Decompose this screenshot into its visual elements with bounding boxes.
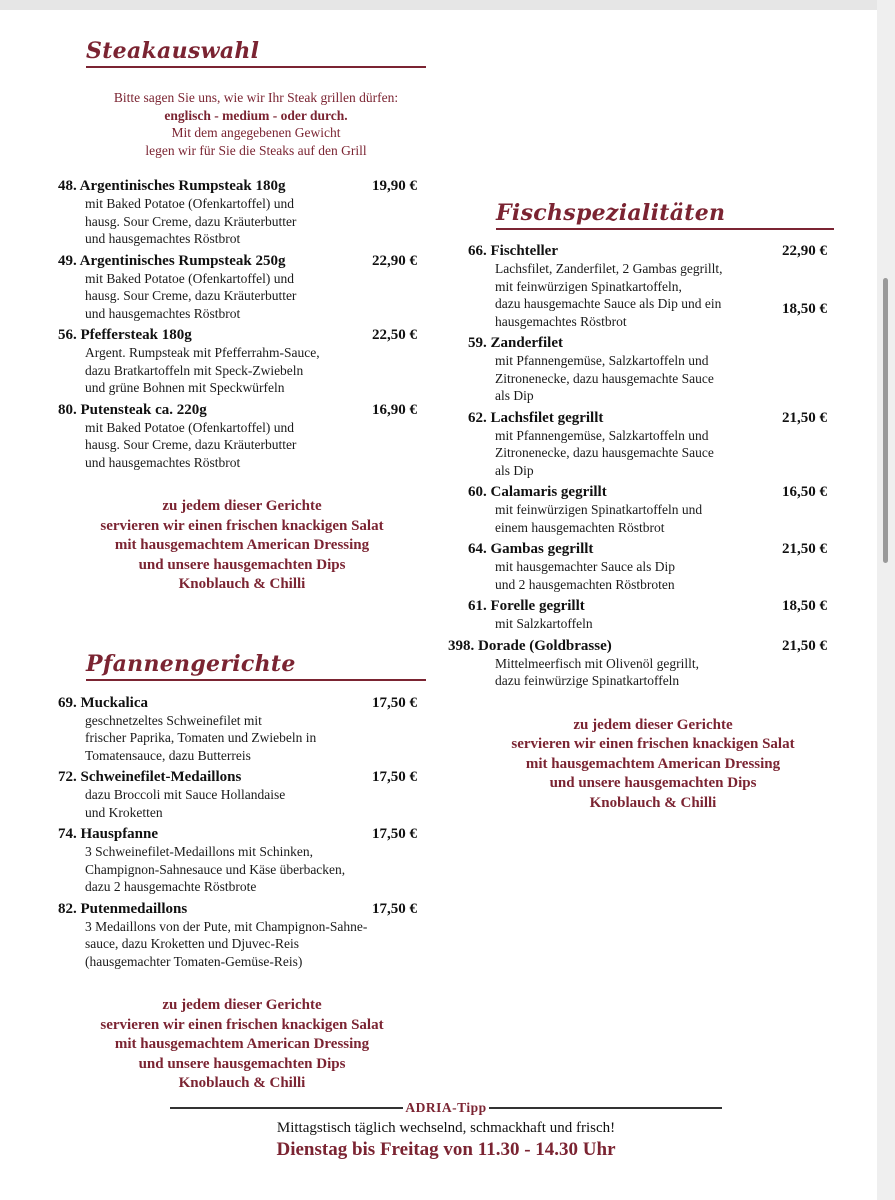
item-name: 398. Dorade (Goldbrasse)	[448, 637, 612, 654]
promo-line: Knoblauch & Chilli	[178, 576, 306, 592]
promo-line: servieren wir einen frischen knackigen Salat	[100, 517, 384, 534]
menu-item	[468, 597, 838, 633]
fisch-title-rule	[496, 228, 834, 230]
promo-line: Knoblauch & Chilli	[589, 794, 717, 811]
right-column	[448, 200, 838, 813]
promo-line: zu jedem dieser Gerichte	[573, 716, 733, 733]
item-price: 16,90 €	[372, 401, 417, 418]
menu-item	[58, 252, 426, 323]
pfanne-title-rule	[86, 679, 426, 681]
item-description	[58, 419, 385, 472]
desc-line: und 2 hausgemachten Röstbroten	[495, 576, 675, 592]
desc-line: als Dip	[495, 388, 534, 403]
item-name: 49. Argentinisches Rumpsteak 250g	[58, 252, 286, 269]
desc-line: hausg. Sour Creme, dazu Kräuterbutter	[85, 288, 297, 303]
promo-line: mit hausgemachtem American Dressing	[114, 1036, 370, 1052]
item-price: 22,50 €	[372, 327, 417, 343]
desc-line: mit hausgemachter Sauce als Dip	[495, 559, 675, 574]
item-price: 17,50 €	[372, 694, 417, 711]
promo-line: und unsere hausgemachten Dips	[138, 1055, 346, 1072]
desc-line: mit Pfannengemüse, Salzkartoffeln und	[495, 427, 709, 443]
desc-line: 3 Medaillons von der Pute, mit Champignon-Sahne-	[85, 918, 368, 934]
promo-line: mit hausgemachtem American Dressing	[114, 537, 370, 553]
desc-line: und hausgemachtes Röstbrot	[85, 305, 241, 321]
promo-line: Knoblauch & Chilli	[178, 1075, 306, 1091]
item-name: 60. Calamaris gegrillt	[468, 484, 607, 500]
fisch-section-title: Fischspezialitäten	[496, 200, 726, 226]
desc-line: hausgemachtes Röstbrot	[495, 313, 627, 329]
item-name: 56. Pfeffersteak 180g	[58, 327, 192, 343]
desc-line: mit Baked Potatoe (Ofenkartoffel) und	[85, 196, 294, 211]
steak-title-rule	[86, 66, 426, 68]
desc-line: Zitronenecke, dazu hausgemachte Sauce	[495, 445, 714, 460]
tip-rule-right	[489, 1107, 722, 1109]
item-name: 82. Putenmedaillons	[58, 900, 188, 917]
desc-line: dazu Broccoli mit Sauce Hollandaise	[85, 787, 286, 802]
adria-tipp	[170, 1100, 722, 1161]
item-name: 74. Hauspfanne	[58, 826, 159, 842]
promo-line: servieren wir einen frischen knackigen Salat	[511, 736, 795, 752]
item-name: 59. Zanderfilet	[468, 335, 563, 351]
desc-line: hausg. Sour Creme, dazu Kräuterbutter	[85, 213, 297, 229]
item-description	[58, 712, 385, 765]
promo-line: zu jedem dieser Gerichte	[162, 498, 322, 514]
desc-line: dazu Bratkartoffeln mit Speck-Zwiebeln	[85, 362, 304, 378]
item-description	[448, 655, 795, 690]
desc-line: und Kroketten	[85, 804, 163, 820]
tip-hours: Dienstag bis Freitag von 11.30 - 14.30 Uhr	[276, 1139, 616, 1160]
item-description	[58, 918, 385, 971]
item-description	[58, 344, 385, 397]
item-price: 16,50 €	[782, 484, 827, 500]
desc-line: 3 Schweinefilet-Medaillons mit Schinken,	[85, 844, 313, 859]
item-description	[58, 270, 385, 323]
desc-line: sauce, dazu Kroketten und Djuvec-Reis	[85, 936, 300, 951]
steak-intro	[86, 89, 426, 159]
item-price: 18,50 €	[782, 301, 827, 317]
item-price: 22,90 €	[372, 252, 417, 269]
item-name: 64. Gambas gegrillt	[468, 541, 594, 557]
desc-line: (hausgemachter Tomaten-Gemüse-Reis)	[85, 953, 303, 969]
steak-promo	[58, 497, 426, 595]
tip-subline: Mittagstisch täglich wechselnd, schmackhaft und frisch!	[276, 1120, 616, 1136]
item-name: 80. Putensteak ca. 220g	[58, 401, 207, 418]
menu-item	[58, 326, 426, 397]
item-description	[468, 352, 795, 405]
item-name: 72. Schweinefilet-Medaillons	[58, 769, 242, 785]
desc-line: und grüne Bohnen mit Speckwürfeln	[85, 380, 285, 395]
desc-line: Lachsfilet, Zanderfilet, 2 Gambas gegrillt,	[495, 261, 723, 276]
item-name: 48. Argentinisches Rumpsteak 180g	[58, 178, 286, 194]
desc-line: mit Baked Potatoe (Ofenkartoffel) und	[85, 270, 294, 286]
menu-item	[468, 409, 838, 480]
item-description	[468, 501, 795, 536]
promo-line: mit hausgemachtem American Dressing	[525, 755, 781, 772]
promo-line: servieren wir einen frischen knackigen Salat	[100, 1016, 384, 1033]
item-description	[468, 260, 795, 330]
item-name: 61. Forelle gegrillt	[468, 598, 585, 614]
desc-line: geschnetzeltes Schweinefilet mit	[85, 712, 262, 728]
steak-section-title: Steakauswahl	[86, 38, 260, 64]
desc-line: dazu hausgemachte Sauce als Dip und ein	[495, 296, 722, 311]
scrollbar-thumb[interactable]	[883, 278, 888, 563]
intro-line: Bitte sagen Sie uns, wie wir Ihr Steak grillen dürfen:	[113, 90, 399, 105]
menu-item	[58, 768, 426, 821]
item-description	[58, 786, 385, 821]
desc-line: mit Baked Potatoe (Ofenkartoffel) und	[85, 419, 294, 435]
steak-items	[58, 177, 426, 471]
item-description	[58, 195, 385, 248]
desc-line: mit feinwürzigen Spinatkartoffeln,	[495, 278, 682, 294]
desc-line: mit feinwürzigen Spinatkartoffeln und	[495, 502, 703, 517]
item-price: 22,90 €	[782, 243, 827, 259]
promo-line: und unsere hausgemachten Dips	[549, 775, 757, 791]
tip-label: ADRIA-Tipp	[405, 1100, 487, 1115]
tip-rule-left	[170, 1107, 403, 1109]
steak-section	[58, 38, 426, 595]
item-name: 62. Lachsfilet gegrillt	[468, 409, 604, 426]
item-description	[468, 558, 795, 593]
menu-item	[468, 483, 838, 536]
pfanne-section	[58, 651, 426, 1094]
desc-line: frischer Paprika, Tomaten und Zwiebeln in	[85, 730, 317, 745]
menu-item	[58, 694, 426, 765]
promo-line: zu jedem dieser Gerichte	[162, 997, 322, 1013]
desc-line: dazu feinwürzige Spinatkartoffeln	[495, 673, 680, 688]
promo-line: und unsere hausgemachten Dips	[138, 556, 346, 573]
fisch-section	[448, 200, 838, 813]
item-name: 66. Fischteller	[468, 243, 558, 259]
desc-line: als Dip	[495, 462, 534, 478]
desc-line: mit Pfannengemüse, Salzkartoffeln und	[495, 353, 709, 368]
intro-line: legen wir für Sie die Steaks auf den Grill	[145, 142, 367, 158]
desc-line: und hausgemachtes Röstbrot	[85, 231, 241, 246]
desc-line: Mittelmeerfisch mit Olivenöl gegrillt,	[495, 655, 699, 671]
menu-item	[58, 900, 426, 971]
desc-line: dazu 2 hausgemachte Röstbrote	[85, 879, 257, 894]
intro-line: Mit dem angegebenen Gewicht	[171, 125, 341, 140]
item-price: 17,50 €	[372, 826, 417, 842]
menu-item	[468, 540, 838, 593]
item-price: 17,50 €	[372, 769, 417, 785]
desc-line: hausg. Sour Creme, dazu Kräuterbutter	[85, 437, 297, 452]
desc-line: Tomatensauce, dazu Butterreis	[85, 747, 251, 763]
item-price: 21,50 €	[782, 409, 827, 426]
desc-line: Zitronenecke, dazu hausgemachte Sauce	[495, 370, 714, 386]
item-price: 21,50 €	[782, 637, 827, 654]
item-price: 21,50 €	[782, 541, 827, 557]
item-price: 19,90 €	[372, 178, 417, 194]
menu-item	[58, 401, 426, 472]
fisch-items	[448, 242, 838, 690]
desc-line: und hausgemachtes Röstbrot	[85, 454, 241, 470]
fisch-promo	[468, 716, 838, 814]
desc-line: Argent. Rumpsteak mit Pfefferrahm-Sauce,	[85, 345, 320, 360]
item-description	[468, 615, 795, 633]
tip-header	[170, 1100, 722, 1116]
pfanne-section-title: Pfannengerichte	[86, 650, 296, 677]
pfanne-promo	[58, 996, 426, 1094]
menu-item	[58, 825, 426, 896]
item-price: 18,50 €	[782, 598, 827, 614]
desc-line: einem hausgemachten Röstbrot	[495, 519, 665, 535]
menu-item	[448, 637, 838, 690]
menu-item	[58, 177, 426, 248]
desc-line: Champignon-Sahnesauce und Käse überbacken,	[85, 861, 346, 877]
item-price: 17,50 €	[372, 900, 417, 917]
pfanne-items	[58, 694, 426, 971]
left-column	[58, 38, 426, 1094]
desc-line: mit Salzkartoffeln	[495, 616, 593, 631]
scrollbar-track[interactable]	[877, 0, 895, 1200]
item-description	[58, 843, 385, 896]
item-name: 69. Muckalica	[58, 694, 148, 711]
item-description	[468, 427, 795, 480]
viewer-top-bar	[0, 0, 895, 10]
intro-line-doneness: englisch - medium - oder durch.	[164, 107, 348, 123]
